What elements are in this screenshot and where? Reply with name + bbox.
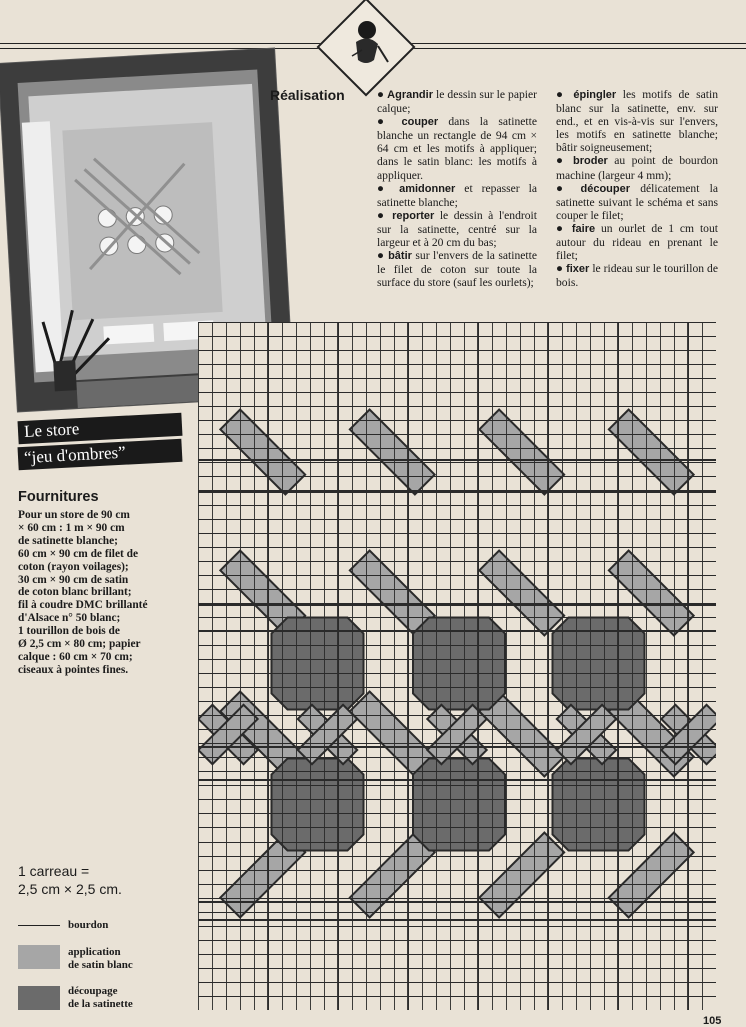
legend-decoupage-label xyxy=(68,985,133,1011)
fournitures-line: Pour un store de 90 cm xyxy=(18,509,130,521)
instruction-text: le rideau sur le tourillon de bois. xyxy=(556,262,718,290)
instruction-verb: bâtir xyxy=(388,250,412,263)
instruction-verb: fixer xyxy=(566,263,590,276)
legend-application-label xyxy=(68,946,133,972)
instruction-verb: reporter xyxy=(392,209,435,222)
instruction-col1-3: ● reporter le dessin à l'endroit sur la satinette, centré sur la largeur et à 20 cm du bas; xyxy=(377,208,537,250)
fournitures-line: 1 tourillon de bois de xyxy=(18,625,120,638)
instruction-text: les motifs de satin blanc sur la satinette, env. sur end., et en vis-à-vis sur l'envers, les motifs en satinette blanche; bâtir soigneusement; xyxy=(556,88,718,155)
page-number: 105 xyxy=(703,1015,722,1027)
realisation-column-2 xyxy=(556,88,718,289)
fournitures-line: fil à coudre DMC brillanté xyxy=(18,599,148,612)
legend-decoupage-swatch xyxy=(18,986,60,1010)
instruction-verb: couper xyxy=(401,116,439,129)
instruction-text: sur l'envers de la satinette le filet de coton sur toute la surface du store (sauf les ourlets); xyxy=(377,249,538,290)
decoupage-octagon xyxy=(553,759,645,851)
instruction-text: un ourlet de 1 cm tout autour du rideau en prenant le filet; xyxy=(556,221,718,263)
instruction-text: le dessin à l'endroit sur la satinette, centré sur la largeur et à 20 cm du bas; xyxy=(377,208,537,250)
fournitures-line: coton (rayon voilages); xyxy=(18,560,129,573)
instruction-col2-0: ● épingler les motifs de satin blanc sur la satinette, env. sur end., et en vis-à-vis sur l'envers, les motifs en satinette blanche; bâtir soigneusement; xyxy=(556,88,718,155)
instruction-verb: découper xyxy=(580,182,631,195)
instruction-col2-3: ● faire un ourlet de 1 cm tout autour du rideau en prenant le filet; xyxy=(556,221,718,263)
scale-note xyxy=(18,862,122,898)
instruction-verb: faire xyxy=(571,222,596,235)
instruction-text: délicatement la satinette suivant le schéma et sans couper le filet; xyxy=(556,181,718,222)
realisation-title: Réalisation xyxy=(270,87,345,103)
title-banner-line-2: “jeu d'ombres” xyxy=(18,439,183,471)
instruction-text: au point de bourdon machine (largeur 4 mm); xyxy=(556,154,718,182)
fournitures-line: de satinette blanche; xyxy=(18,534,118,547)
fournitures-line: × 60 cm : 1 m × 90 cm xyxy=(18,521,125,534)
fournitures-list xyxy=(18,509,190,677)
scale-line-2: 2,5 cm × 2,5 cm. xyxy=(18,881,122,897)
instruction-text: et repasser la satinette blanche; xyxy=(377,181,537,209)
fournitures-line: 60 cm × 90 cm de filet de xyxy=(18,547,139,560)
instruction-verb: broder xyxy=(573,155,608,168)
legend-decoupage-line-2: de la satinette xyxy=(68,998,133,1010)
instruction-text: le dessin sur le papier calque; xyxy=(377,88,537,116)
scale-line-1: 1 carreau = xyxy=(18,863,90,879)
legend-bourdon-line xyxy=(18,925,60,926)
instruction-col1-0: ● Agrandir le dessin sur le papier calque; xyxy=(377,88,537,116)
legend-application-line-2: de satin blanc xyxy=(68,959,133,971)
instruction-col2-4: ● fixer le rideau sur le tourillon de bois. xyxy=(556,262,718,290)
decoupage-octagon xyxy=(272,759,364,851)
legend-decoupage-line-1: découpage xyxy=(68,985,118,997)
fournitures-line: Ø 2,5 cm × 80 cm; papier xyxy=(18,638,141,651)
instruction-text: dans la satinette blanche un rectangle de 94 cm × 64 cm et les motifs à appliquer; dans le satin blanc: les motifs à appliquer. xyxy=(377,115,537,182)
instruction-verb: Agrandir xyxy=(387,89,433,101)
decoupage-octagon xyxy=(413,759,505,851)
fournitures-line: 30 cm × 90 cm de satin xyxy=(18,573,129,586)
fournitures-line: d'Alsace n° 50 blanc; xyxy=(18,612,121,625)
instruction-col1-1: ● couper dans la satinette blanche un rectangle de 94 cm × 64 cm et les motifs à appliquer; dans le satin blanc: les motifs à appliquer. xyxy=(377,115,537,182)
instruction-col2-1: ● broder au point de bourdon machine (largeur 4 mm); xyxy=(556,154,718,182)
fournitures-line: de coton blanc brillant; xyxy=(18,586,132,599)
legend-application-swatch xyxy=(18,945,60,969)
pattern-diagram xyxy=(198,322,716,1010)
sewing-figure-icon xyxy=(338,16,398,74)
pattern-grid xyxy=(198,322,716,1010)
title-banner-line-1: Le store xyxy=(18,413,183,445)
instruction-verb: épingler xyxy=(573,89,617,101)
instruction-col1-2: ● amidonner et repasser la satinette blanche; xyxy=(377,181,537,209)
legend-application-line-1: application xyxy=(68,946,121,958)
legend-bourdon-label: bourdon xyxy=(68,919,109,931)
instruction-col2-2: ● découper délicatement la satinette suivant le schéma et sans couper le filet; xyxy=(556,181,718,222)
realisation-column-1 xyxy=(377,88,537,289)
fournitures-line: ciseaux à pointes fines. xyxy=(18,663,129,676)
fournitures-line: calque : 60 cm × 70 cm; xyxy=(18,650,133,663)
fournitures-title: Fournitures xyxy=(18,489,99,505)
instruction-verb: amidonner xyxy=(399,182,456,195)
instruction-col1-4: ● bâtir sur l'envers de la satinette le filet de coton sur toute la surface du store (sauf les ourlets); xyxy=(377,249,538,290)
